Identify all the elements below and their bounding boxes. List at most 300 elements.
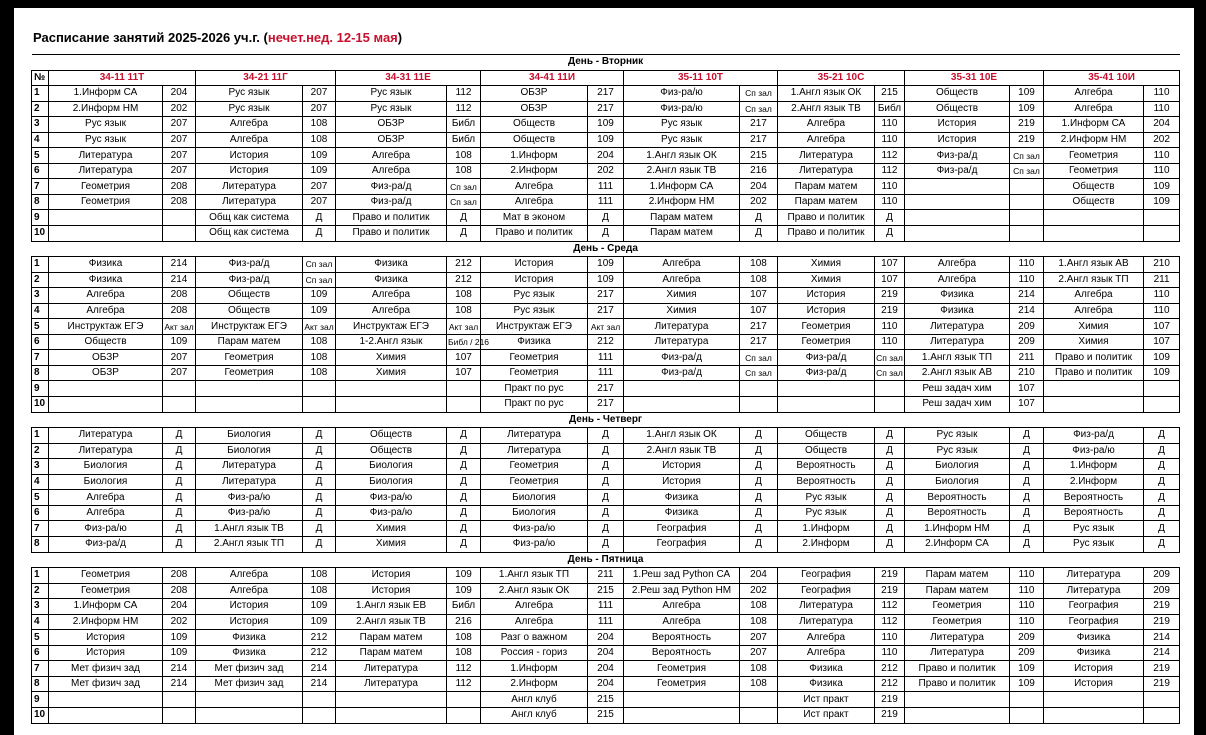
room-cell: 111 xyxy=(588,365,624,381)
room-cell: 108 xyxy=(447,645,481,661)
subject-cell: 2.Англ язык ТВ xyxy=(336,614,447,630)
subject-cell: Вероятность xyxy=(778,459,875,475)
subject-cell: Химия xyxy=(1044,319,1144,335)
subject-cell: История xyxy=(196,614,303,630)
lesson-number: 5 xyxy=(32,319,49,335)
subject-cell: 1.Реш зад Python СА xyxy=(624,568,740,584)
lesson-number: 8 xyxy=(32,536,49,552)
subject-cell: Инструктаж ЕГЭ xyxy=(336,319,447,335)
room-cell: 107 xyxy=(875,257,905,273)
room-cell xyxy=(1144,226,1180,242)
subject-cell: Физика xyxy=(196,630,303,646)
day-row xyxy=(32,552,1180,568)
room-cell: Д xyxy=(1010,490,1044,506)
room-cell: Д xyxy=(447,459,481,475)
room-cell: 108 xyxy=(740,599,778,615)
room-cell: 111 xyxy=(588,194,624,210)
room-cell xyxy=(303,707,336,723)
room-cell: 209 xyxy=(1144,583,1180,599)
subject-cell: Геометрия xyxy=(481,474,588,490)
subject-cell: Физика xyxy=(336,257,447,273)
subject-cell: Алгебра xyxy=(196,117,303,133)
room-cell: 207 xyxy=(163,365,196,381)
subject-cell xyxy=(49,692,163,708)
subject-cell: Рус язык xyxy=(778,490,875,506)
room-cell: 217 xyxy=(588,381,624,397)
room-cell xyxy=(163,707,196,723)
room-cell: 109 xyxy=(163,334,196,350)
subject-cell: История xyxy=(196,148,303,164)
subject-cell: 2.Информ xyxy=(481,676,588,692)
subject-cell: Литература xyxy=(49,163,163,179)
subject-cell: 2.Англ язык ТП xyxy=(196,536,303,552)
subject-cell: Физ-ра/ю xyxy=(624,86,740,102)
subject-cell: 2.Англ язык ТВ xyxy=(624,163,740,179)
subject-cell: История xyxy=(1044,661,1144,677)
subject-cell: География xyxy=(1044,599,1144,615)
lesson-row xyxy=(32,707,1180,723)
room-cell: 204 xyxy=(588,148,624,164)
subject-cell: Алгебра xyxy=(49,490,163,506)
room-cell xyxy=(447,381,481,397)
room-cell: 109 xyxy=(588,132,624,148)
class-header: 35-31 10Е xyxy=(905,70,1044,86)
room-cell: 109 xyxy=(1010,101,1044,117)
lesson-number: 5 xyxy=(32,630,49,646)
subject-cell: Литература xyxy=(196,194,303,210)
room-cell: 217 xyxy=(740,334,778,350)
lesson-number: 2 xyxy=(32,272,49,288)
room-cell xyxy=(1144,210,1180,226)
room-cell: 204 xyxy=(588,676,624,692)
subject-cell: Рус язык xyxy=(778,505,875,521)
subject-cell: Парам матем xyxy=(196,334,303,350)
subject-cell xyxy=(624,381,740,397)
subject-cell: Литература xyxy=(196,474,303,490)
subject-cell: 1.Англ язык ТП xyxy=(905,350,1010,366)
subject-cell: Литература xyxy=(481,428,588,444)
subject-cell: Биология xyxy=(481,490,588,506)
subject-cell: Литература xyxy=(905,630,1010,646)
subject-cell: Право и политик xyxy=(905,676,1010,692)
subject-cell xyxy=(1044,397,1144,413)
room-cell: 107 xyxy=(1010,381,1044,397)
room-cell: 214 xyxy=(163,257,196,273)
room-cell: Д xyxy=(1144,536,1180,552)
subject-cell xyxy=(905,210,1010,226)
room-cell: 209 xyxy=(1144,568,1180,584)
subject-cell: 2.Информ НМ xyxy=(624,194,740,210)
subject-cell: Биология xyxy=(49,474,163,490)
room-cell: 110 xyxy=(875,645,905,661)
room-cell: 202 xyxy=(740,194,778,210)
subject-cell: Алгебра xyxy=(1044,101,1144,117)
lesson-number: 7 xyxy=(32,521,49,537)
subject-cell: Биология xyxy=(336,474,447,490)
subject-cell: Обществ xyxy=(481,132,588,148)
lesson-number: 2 xyxy=(32,101,49,117)
subject-cell: Алгебра xyxy=(624,272,740,288)
lesson-row xyxy=(32,459,1180,475)
subject-cell: История xyxy=(905,117,1010,133)
subject-cell: История xyxy=(481,257,588,273)
subject-cell: История xyxy=(49,645,163,661)
room-cell: 207 xyxy=(740,630,778,646)
subject-cell: Парам матем xyxy=(336,645,447,661)
subject-cell xyxy=(49,707,163,723)
subject-cell: 1.Информ xyxy=(778,521,875,537)
class-header-row xyxy=(32,70,1180,86)
room-cell: 219 xyxy=(1144,614,1180,630)
subject-cell: Право и политик xyxy=(778,210,875,226)
subject-cell xyxy=(1044,381,1144,397)
room-cell: 110 xyxy=(1010,568,1044,584)
room-cell: 217 xyxy=(740,117,778,133)
subject-cell: 1.Англ язык ТП xyxy=(481,568,588,584)
subject-cell: Геометрия xyxy=(49,568,163,584)
room-cell: Д xyxy=(447,474,481,490)
room-cell: 108 xyxy=(740,614,778,630)
subject-cell: География xyxy=(624,521,740,537)
room-cell: 207 xyxy=(163,163,196,179)
lesson-row xyxy=(32,568,1180,584)
room-cell xyxy=(1144,397,1180,413)
lesson-number: 3 xyxy=(32,599,49,615)
room-cell xyxy=(447,397,481,413)
subject-cell: Рус язык xyxy=(624,132,740,148)
room-cell: 219 xyxy=(875,288,905,304)
room-cell xyxy=(740,381,778,397)
subject-cell: История xyxy=(336,583,447,599)
room-cell: 109 xyxy=(1144,194,1180,210)
room-cell: 217 xyxy=(588,397,624,413)
room-cell: 110 xyxy=(875,132,905,148)
room-cell xyxy=(1010,210,1044,226)
subject-cell: Химия xyxy=(778,272,875,288)
lesson-number: 1 xyxy=(32,428,49,444)
subject-cell: Физ-ра/ю xyxy=(1044,443,1144,459)
subject-cell: Литература xyxy=(1044,583,1144,599)
room-cell xyxy=(740,397,778,413)
subject-cell: Алгебра xyxy=(778,630,875,646)
room-cell: 219 xyxy=(1010,132,1044,148)
subject-cell: Геометрия xyxy=(1044,148,1144,164)
lesson-number: 4 xyxy=(32,132,49,148)
room-cell: 111 xyxy=(588,179,624,195)
subject-cell: Рус язык xyxy=(336,101,447,117)
subject-cell: Мет физич зад xyxy=(196,661,303,677)
subject-cell: Физика xyxy=(905,288,1010,304)
subject-cell: Право и политик xyxy=(1044,350,1144,366)
room-cell: Д xyxy=(1144,521,1180,537)
room-cell: Д xyxy=(303,536,336,552)
subject-cell xyxy=(778,397,875,413)
room-cell: Д xyxy=(740,505,778,521)
lesson-number: 6 xyxy=(32,505,49,521)
lesson-row xyxy=(32,474,1180,490)
class-header: 34-21 11Г xyxy=(196,70,336,86)
subject-cell: Общ как система xyxy=(196,210,303,226)
room-cell: Д xyxy=(303,443,336,459)
subject-cell: Россия - гориз xyxy=(481,645,588,661)
subject-cell: Литература xyxy=(778,163,875,179)
subject-cell: Алгебра xyxy=(624,614,740,630)
subject-cell: Геометрия xyxy=(778,319,875,335)
room-cell xyxy=(303,692,336,708)
subject-cell xyxy=(49,226,163,242)
room-cell: Д xyxy=(303,428,336,444)
subject-cell: Литература xyxy=(49,148,163,164)
subject-cell xyxy=(336,397,447,413)
room-cell: 219 xyxy=(1144,676,1180,692)
room-cell: Д xyxy=(588,226,624,242)
room-cell: 109 xyxy=(447,568,481,584)
room-cell: 212 xyxy=(303,630,336,646)
room-cell: 108 xyxy=(447,163,481,179)
subject-cell: 2.Информ СА xyxy=(905,536,1010,552)
subject-cell: 1.Англ язык ТВ xyxy=(196,521,303,537)
subject-cell xyxy=(49,381,163,397)
subject-cell: Алгебра xyxy=(1044,86,1144,102)
subject-cell: Рус язык xyxy=(1044,521,1144,537)
room-cell: Сп зал xyxy=(740,365,778,381)
subject-cell: Обществ xyxy=(1044,179,1144,195)
subject-cell: Рус язык xyxy=(905,443,1010,459)
room-cell: Сп зал xyxy=(447,179,481,195)
subject-cell xyxy=(624,397,740,413)
room-cell: 108 xyxy=(447,288,481,304)
room-cell: 112 xyxy=(447,86,481,102)
room-cell: Д xyxy=(1144,443,1180,459)
subject-cell: Обществ xyxy=(778,428,875,444)
room-cell xyxy=(1144,381,1180,397)
lesson-number: 7 xyxy=(32,661,49,677)
subject-cell xyxy=(196,397,303,413)
lesson-row xyxy=(32,303,1180,319)
subject-cell xyxy=(196,707,303,723)
subject-cell: Мет физич зад xyxy=(49,661,163,677)
subject-cell: 1-2.Англ язык xyxy=(336,334,447,350)
subject-cell: Физ-ра/ю xyxy=(336,505,447,521)
subject-cell xyxy=(1044,226,1144,242)
subject-cell: Литература xyxy=(49,443,163,459)
subject-cell: Парам матем xyxy=(624,226,740,242)
room-cell: Д xyxy=(740,536,778,552)
room-cell: 219 xyxy=(1010,117,1044,133)
room-cell: 110 xyxy=(875,179,905,195)
room-cell: 109 xyxy=(303,303,336,319)
room-cell: 112 xyxy=(875,614,905,630)
lesson-number: 4 xyxy=(32,474,49,490)
subject-cell: Рус язык xyxy=(49,117,163,133)
subject-cell: 2.Информ xyxy=(1044,474,1144,490)
room-cell: Д xyxy=(740,474,778,490)
room-cell: 204 xyxy=(163,599,196,615)
room-cell: 202 xyxy=(1144,132,1180,148)
room-cell: 214 xyxy=(303,661,336,677)
subject-cell: Литература xyxy=(624,334,740,350)
room-cell xyxy=(163,381,196,397)
room-cell: 110 xyxy=(875,117,905,133)
subject-cell: Геометрия xyxy=(624,676,740,692)
lesson-row xyxy=(32,661,1180,677)
subject-cell: Химия xyxy=(336,536,447,552)
room-cell: 107 xyxy=(875,272,905,288)
subject-cell: 2.Англ язык АВ xyxy=(905,365,1010,381)
room-cell: Акт зал xyxy=(447,319,481,335)
room-cell: 107 xyxy=(740,303,778,319)
day-row xyxy=(32,412,1180,428)
subject-cell: Физ-ра/ю xyxy=(196,490,303,506)
room-cell: 108 xyxy=(740,661,778,677)
room-cell: 108 xyxy=(303,365,336,381)
room-cell: Д xyxy=(588,428,624,444)
lesson-row xyxy=(32,272,1180,288)
room-cell xyxy=(1144,692,1180,708)
subject-cell: География xyxy=(778,568,875,584)
subject-cell: Мат в эконом xyxy=(481,210,588,226)
room-cell: 109 xyxy=(1144,365,1180,381)
subject-cell: Вероятность xyxy=(1044,505,1144,521)
room-cell: 217 xyxy=(588,288,624,304)
subject-cell: Геометрия xyxy=(49,583,163,599)
room-cell: Д xyxy=(447,536,481,552)
subject-cell: Алгебра xyxy=(778,117,875,133)
room-cell: 108 xyxy=(447,148,481,164)
room-cell: Сп зал xyxy=(303,272,336,288)
room-cell: 111 xyxy=(588,350,624,366)
subject-cell: Рус язык xyxy=(481,288,588,304)
subject-cell: История xyxy=(336,568,447,584)
subject-cell: Право и политик xyxy=(336,226,447,242)
lesson-row xyxy=(32,599,1180,615)
room-cell: 108 xyxy=(740,257,778,273)
lesson-row xyxy=(32,86,1180,102)
room-cell: Д xyxy=(1010,459,1044,475)
room-cell: 204 xyxy=(1144,117,1180,133)
lesson-row xyxy=(32,179,1180,195)
lesson-number: 3 xyxy=(32,117,49,133)
room-cell: Д xyxy=(447,210,481,226)
subject-cell: Физика xyxy=(905,303,1010,319)
subject-cell: 1.Информ xyxy=(1044,459,1144,475)
subject-cell: Разг о важном xyxy=(481,630,588,646)
subject-cell: Физика xyxy=(336,272,447,288)
subject-cell: Алгебра xyxy=(778,132,875,148)
subject-cell: История xyxy=(49,630,163,646)
schedule-page xyxy=(14,8,1194,735)
subject-cell: Рус язык xyxy=(1044,536,1144,552)
subject-cell xyxy=(336,692,447,708)
room-cell: 204 xyxy=(588,645,624,661)
subject-cell: История xyxy=(196,599,303,615)
page-title: Расписание занятий 2025-2026 уч.г. (нечет.нед. 12-15 мая) xyxy=(33,30,403,45)
subject-cell: Физ-ра/д xyxy=(778,350,875,366)
room-cell: Акт зал xyxy=(303,319,336,335)
subject-cell: Алгебра xyxy=(1044,288,1144,304)
subject-cell: История xyxy=(196,163,303,179)
room-cell: Д xyxy=(588,474,624,490)
room-cell: 214 xyxy=(163,661,196,677)
room-cell: Д xyxy=(303,474,336,490)
room-cell: 107 xyxy=(1010,397,1044,413)
subject-cell: 2.Информ xyxy=(481,163,588,179)
subject-cell: Физика xyxy=(49,257,163,273)
room-cell: 219 xyxy=(1144,599,1180,615)
lesson-number: 8 xyxy=(32,194,49,210)
lesson-row xyxy=(32,319,1180,335)
room-cell: 202 xyxy=(588,163,624,179)
room-cell: 214 xyxy=(1144,645,1180,661)
subject-cell: Физика xyxy=(481,334,588,350)
lesson-row xyxy=(32,397,1180,413)
lesson-number: 5 xyxy=(32,490,49,506)
subject-cell: Алгебра xyxy=(49,303,163,319)
room-cell: Библ / 216 xyxy=(447,334,481,350)
subject-cell: Физика xyxy=(624,490,740,506)
room-cell: 219 xyxy=(875,692,905,708)
lesson-number: 7 xyxy=(32,350,49,366)
room-cell: Д xyxy=(303,459,336,475)
subject-cell: История xyxy=(624,459,740,475)
room-cell: Д xyxy=(447,443,481,459)
room-cell: Д xyxy=(447,505,481,521)
room-cell: 207 xyxy=(163,148,196,164)
subject-cell: История xyxy=(1044,676,1144,692)
subject-cell: Вероятность xyxy=(1044,490,1144,506)
room-cell: 214 xyxy=(1010,288,1044,304)
subject-cell: Обществ xyxy=(1044,194,1144,210)
subject-cell: Вероятность xyxy=(905,490,1010,506)
room-cell: Д xyxy=(163,443,196,459)
subject-cell: Физ-ра/д xyxy=(905,148,1010,164)
subject-cell: Физ-ра/д xyxy=(905,163,1010,179)
room-cell: 109 xyxy=(588,272,624,288)
room-cell: 110 xyxy=(1144,101,1180,117)
room-cell: 216 xyxy=(740,163,778,179)
lesson-row xyxy=(32,194,1180,210)
class-header: 34-41 11И xyxy=(481,70,624,86)
class-header: 35-11 10Т xyxy=(624,70,778,86)
subject-cell: Парам матем xyxy=(778,194,875,210)
lesson-row xyxy=(32,365,1180,381)
subject-cell xyxy=(905,692,1010,708)
room-cell: Д xyxy=(588,459,624,475)
room-cell: 110 xyxy=(1144,86,1180,102)
room-cell: 207 xyxy=(303,194,336,210)
lesson-number: 7 xyxy=(32,179,49,195)
room-cell: 208 xyxy=(163,288,196,304)
room-cell: Библ xyxy=(447,132,481,148)
subject-cell: Инструктаж ЕГЭ xyxy=(49,319,163,335)
room-cell: 217 xyxy=(740,319,778,335)
room-cell xyxy=(875,381,905,397)
subject-cell: Право и политик xyxy=(336,210,447,226)
lesson-number: 5 xyxy=(32,148,49,164)
room-cell: Д xyxy=(875,443,905,459)
subject-cell: Геометрия xyxy=(624,661,740,677)
room-cell: 208 xyxy=(163,303,196,319)
lesson-row xyxy=(32,614,1180,630)
lesson-row xyxy=(32,505,1180,521)
subject-cell xyxy=(624,707,740,723)
room-cell xyxy=(303,397,336,413)
room-cell: Акт зал xyxy=(588,319,624,335)
subject-cell xyxy=(196,381,303,397)
subject-cell: 2.Информ НМ xyxy=(49,101,163,117)
room-cell: 204 xyxy=(588,661,624,677)
room-cell: 110 xyxy=(1010,257,1044,273)
